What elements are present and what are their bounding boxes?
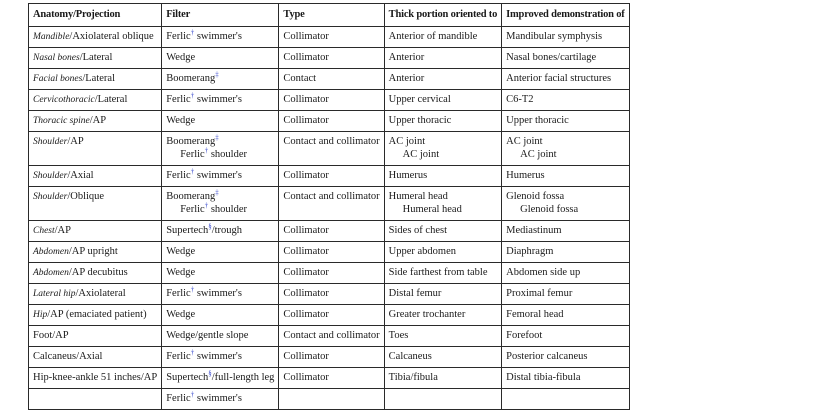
cell-anatomy [29,132,162,166]
anatomy-region: Mandible [33,32,70,42]
filter-suffix: swimmer's [194,351,242,362]
footnote-marker: † [190,285,195,294]
anatomy-region: Chest [33,226,55,236]
anatomy-region: Abdomen [33,247,69,257]
thick-primary: Humerus [388,170,428,181]
cell-type: Collimator [279,90,384,111]
cell-type: Collimator [279,347,384,368]
header-improved: Improved demonstration of [502,4,629,27]
footnote-marker: ‡ [215,188,219,197]
filter-name: Wedge/gentle slope [166,330,249,341]
table-row [29,284,630,305]
cell-type: Contact and collimator [279,326,384,347]
filter-name: Wedge [166,267,196,278]
filter-name: Ferlic [166,393,191,404]
filter-name: Ferlic [166,288,191,299]
cell-filter [162,284,279,305]
anatomy-projection: /Axiolateral oblique [69,31,154,42]
cell-improved [502,48,629,69]
cell-improved [502,166,629,187]
thick-primary: Upper abdomen [388,246,457,257]
cell-type: Collimator [279,242,384,263]
table-row [29,305,630,326]
table-row [29,90,630,111]
improved-primary: AC joint [506,136,543,147]
filter-name: Ferlic [166,351,191,362]
table-row [29,347,630,368]
cell-thick-portion [384,187,501,221]
cell-thick-portion [384,221,501,242]
header-type: Type [279,4,384,27]
cell-anatomy [29,187,162,221]
filter-suffix: swimmer's [194,31,242,42]
cell-type: Contact and collimator [279,187,384,221]
footnote-marker: † [204,146,209,155]
improved-primary: Humerus [506,170,545,181]
cell-type: Collimator [279,368,384,389]
table-row [29,132,630,166]
cell-improved [502,368,629,389]
improved-primary: Diaphragm [506,246,554,257]
improved-primary: Mediastinum [506,225,562,236]
improved-primary: Mandibular symphysis [506,31,603,42]
filter-name: Wedge [166,52,196,63]
cell-anatomy [29,111,162,132]
thick-primary: Upper cervical [388,94,451,105]
cell-filter [162,69,279,90]
anatomy-region: Abdomen [33,268,69,278]
thick-primary: Humeral head [388,191,448,202]
anatomy-projection: /Axiolateral [75,288,126,299]
anatomy-projection: /AP decubitus [68,267,128,278]
cell-thick-portion [384,389,501,410]
cell-type: Collimator [279,27,384,48]
improved-secondary: AC joint [520,149,557,160]
filter-table [28,3,630,410]
improved-primary: Femoral head [506,309,564,320]
cell-anatomy [29,263,162,284]
filter-name: Supertech [166,372,209,383]
filter-name: Supertech [166,225,209,236]
table-row [29,187,630,221]
cell-filter [162,48,279,69]
improved-primary: C6-T2 [506,94,534,105]
filter-suffix: swimmer's [194,94,242,105]
thick-primary: Greater trochanter [388,309,466,320]
filter-suffix: swimmer's [194,288,242,299]
improved-primary: Nasal bones/cartilage [506,52,597,63]
footnote-marker: ‡ [215,70,219,79]
improved-primary: Distal tibia-fibula [506,372,581,383]
cell-thick-portion [384,263,501,284]
cell-thick-portion [384,166,501,187]
cell-improved [502,111,629,132]
anatomy-region: Shoulder [33,171,68,181]
table-row [29,48,630,69]
cell-thick-portion [384,111,501,132]
cell-type [279,389,384,410]
cell-anatomy [29,305,162,326]
cell-improved [502,90,629,111]
cell-thick-portion [384,326,501,347]
filter2-name: Ferlic [180,204,205,215]
cell-type: Collimator [279,284,384,305]
thick-primary: Calcaneus [388,351,432,362]
cell-thick-portion [384,132,501,166]
cell-type: Collimator [279,111,384,132]
footnote-marker: † [190,28,195,37]
anatomy-projection: Calcaneus/Axial [33,351,103,362]
header-anatomy: Anatomy/Projection [29,4,162,27]
thick-primary: Anterior [388,52,425,63]
filter-name: Wedge [166,246,196,257]
cell-filter [162,242,279,263]
filter-suffix: /trough [211,225,243,236]
table-row [29,368,630,389]
anatomy-projection: /AP (emaciated patient) [47,309,147,320]
table-row [29,111,630,132]
cell-thick-portion [384,27,501,48]
table-row [29,166,630,187]
improved-primary: Upper thoracic [506,115,569,126]
filter-suffix: swimmer's [194,393,242,404]
thick-primary: Upper thoracic [388,115,452,126]
cell-type: Collimator [279,166,384,187]
cell-improved [502,69,629,90]
cell-filter [162,305,279,326]
cell-filter [162,111,279,132]
anatomy-projection: /Axial [67,170,94,181]
cell-filter [162,132,279,166]
footnote-marker: † [190,91,195,100]
table-row [29,69,630,90]
improved-primary: Posterior calcaneus [506,351,588,362]
anatomy-region: Cervicothoracic [33,95,95,105]
improved-primary: Glenoid fossa [506,191,565,202]
anatomy-projection: /Lateral [82,73,115,84]
cell-filter [162,90,279,111]
filter-name: Wedge [166,115,196,126]
thick-secondary: Humeral head [402,204,462,215]
improved-primary: Abdomen side up [506,267,581,278]
filter-name: Ferlic [166,31,191,42]
anatomy-region: Nasal bones [33,53,80,63]
cell-improved [502,242,629,263]
cell-filter [162,368,279,389]
thick-primary: Anterior of mandible [388,31,478,42]
thick-secondary: AC joint [402,149,440,160]
cell-improved [502,187,629,221]
cell-anatomy [29,347,162,368]
improved-secondary: Glenoid fossa [520,204,579,215]
thick-primary: Tibia/fibula [388,372,438,383]
anatomy-projection: /AP upright [68,246,118,257]
cell-thick-portion [384,242,501,263]
cell-improved [502,305,629,326]
thick-primary: AC joint [388,136,426,147]
cell-thick-portion [384,347,501,368]
cell-anatomy [29,166,162,187]
cell-filter [162,187,279,221]
cell-filter [162,347,279,368]
filter2-suffix: shoulder [208,149,248,160]
filter2-suffix: shoulder [208,204,248,215]
table-row [29,221,630,242]
header-row [29,4,630,27]
cell-filter [162,389,279,410]
filter-name: Boomerang [166,191,216,202]
cell-filter [162,166,279,187]
cell-anatomy [29,90,162,111]
anatomy-projection: Foot/AP [33,330,69,341]
thick-primary: Distal femur [388,288,442,299]
anatomy-region: Facial bones [33,74,83,84]
footnote-marker: † [204,201,209,210]
filter-name: Ferlic [166,94,191,105]
cell-thick-portion [384,368,501,389]
footnote-marker: § [208,222,212,231]
filter-name: Boomerang [166,136,216,147]
cell-thick-portion [384,48,501,69]
anatomy-region: Thoracic spine [33,116,90,126]
cell-filter [162,326,279,347]
cell-improved [502,132,629,166]
cell-filter [162,221,279,242]
cell-anatomy [29,326,162,347]
anatomy-projection: /AP [89,115,107,126]
cell-improved [502,284,629,305]
table-body [29,27,630,410]
cell-filter [162,27,279,48]
table-row [29,389,630,410]
cell-anatomy [29,242,162,263]
cell-improved [502,221,629,242]
cell-anatomy [29,69,162,90]
cell-anatomy [29,368,162,389]
cell-improved [502,263,629,284]
anatomy-region: Shoulder [33,137,68,147]
cell-anatomy [29,284,162,305]
table-row [29,326,630,347]
table-row [29,242,630,263]
footnote-marker: † [190,348,195,357]
footnote-marker: † [190,390,195,399]
cell-improved [502,389,629,410]
anatomy-region: Shoulder [33,192,68,202]
table-row [29,27,630,48]
cell-improved [502,326,629,347]
cell-improved [502,347,629,368]
cell-improved [502,27,629,48]
filter-secondary [166,203,274,216]
improved-primary: Forefoot [506,330,543,341]
anatomy-projection: /AP [54,225,71,236]
cell-anatomy [29,27,162,48]
anatomy-region: Hip [33,310,48,320]
filter-name: Ferlic [166,170,191,181]
anatomy-projection: /Lateral [94,94,128,105]
cell-thick-portion [384,69,501,90]
cell-anatomy [29,48,162,69]
cell-thick-portion [384,90,501,111]
anatomy-projection: /AP [67,136,84,147]
thick-primary: Side farthest from table [388,267,488,278]
anatomy-region: Lateral hip [33,289,76,299]
filter-name: Wedge [166,309,196,320]
filter-name: Boomerang [166,73,216,84]
cell-type: Collimator [279,48,384,69]
cell-anatomy [29,221,162,242]
cell-thick-portion [384,284,501,305]
cell-type: Collimator [279,221,384,242]
header-filter: Filter [162,4,279,27]
footnote-marker: ‡ [215,133,219,142]
cell-type: Contact and collimator [279,132,384,166]
cell-type: Contact [279,69,384,90]
cell-thick-portion [384,305,501,326]
header-thick-portion: Thick portion oriented to [384,4,501,27]
cell-type: Collimator [279,263,384,284]
anatomy-projection: /Oblique [67,191,105,202]
thick-primary: Sides of chest [388,225,447,236]
filter2-name: Ferlic [180,149,205,160]
filter-suffix: /full-length leg [211,372,275,383]
improved-primary: Anterior facial structures [506,73,612,84]
table-row [29,263,630,284]
footnote-marker: † [190,167,195,176]
thick-primary: Anterior [388,73,425,84]
anatomy-projection: /Lateral [79,52,113,63]
anatomy-projection: Hip-knee-ankle 51 inches/AP [33,372,158,383]
cell-filter [162,263,279,284]
filter-suffix: swimmer's [194,170,242,181]
cell-anatomy [29,389,162,410]
improved-primary: Proximal femur [506,288,573,299]
footnote-marker: § [208,369,212,378]
filter-secondary [166,148,274,161]
thick-primary: Toes [388,330,409,341]
cell-type: Collimator [279,305,384,326]
